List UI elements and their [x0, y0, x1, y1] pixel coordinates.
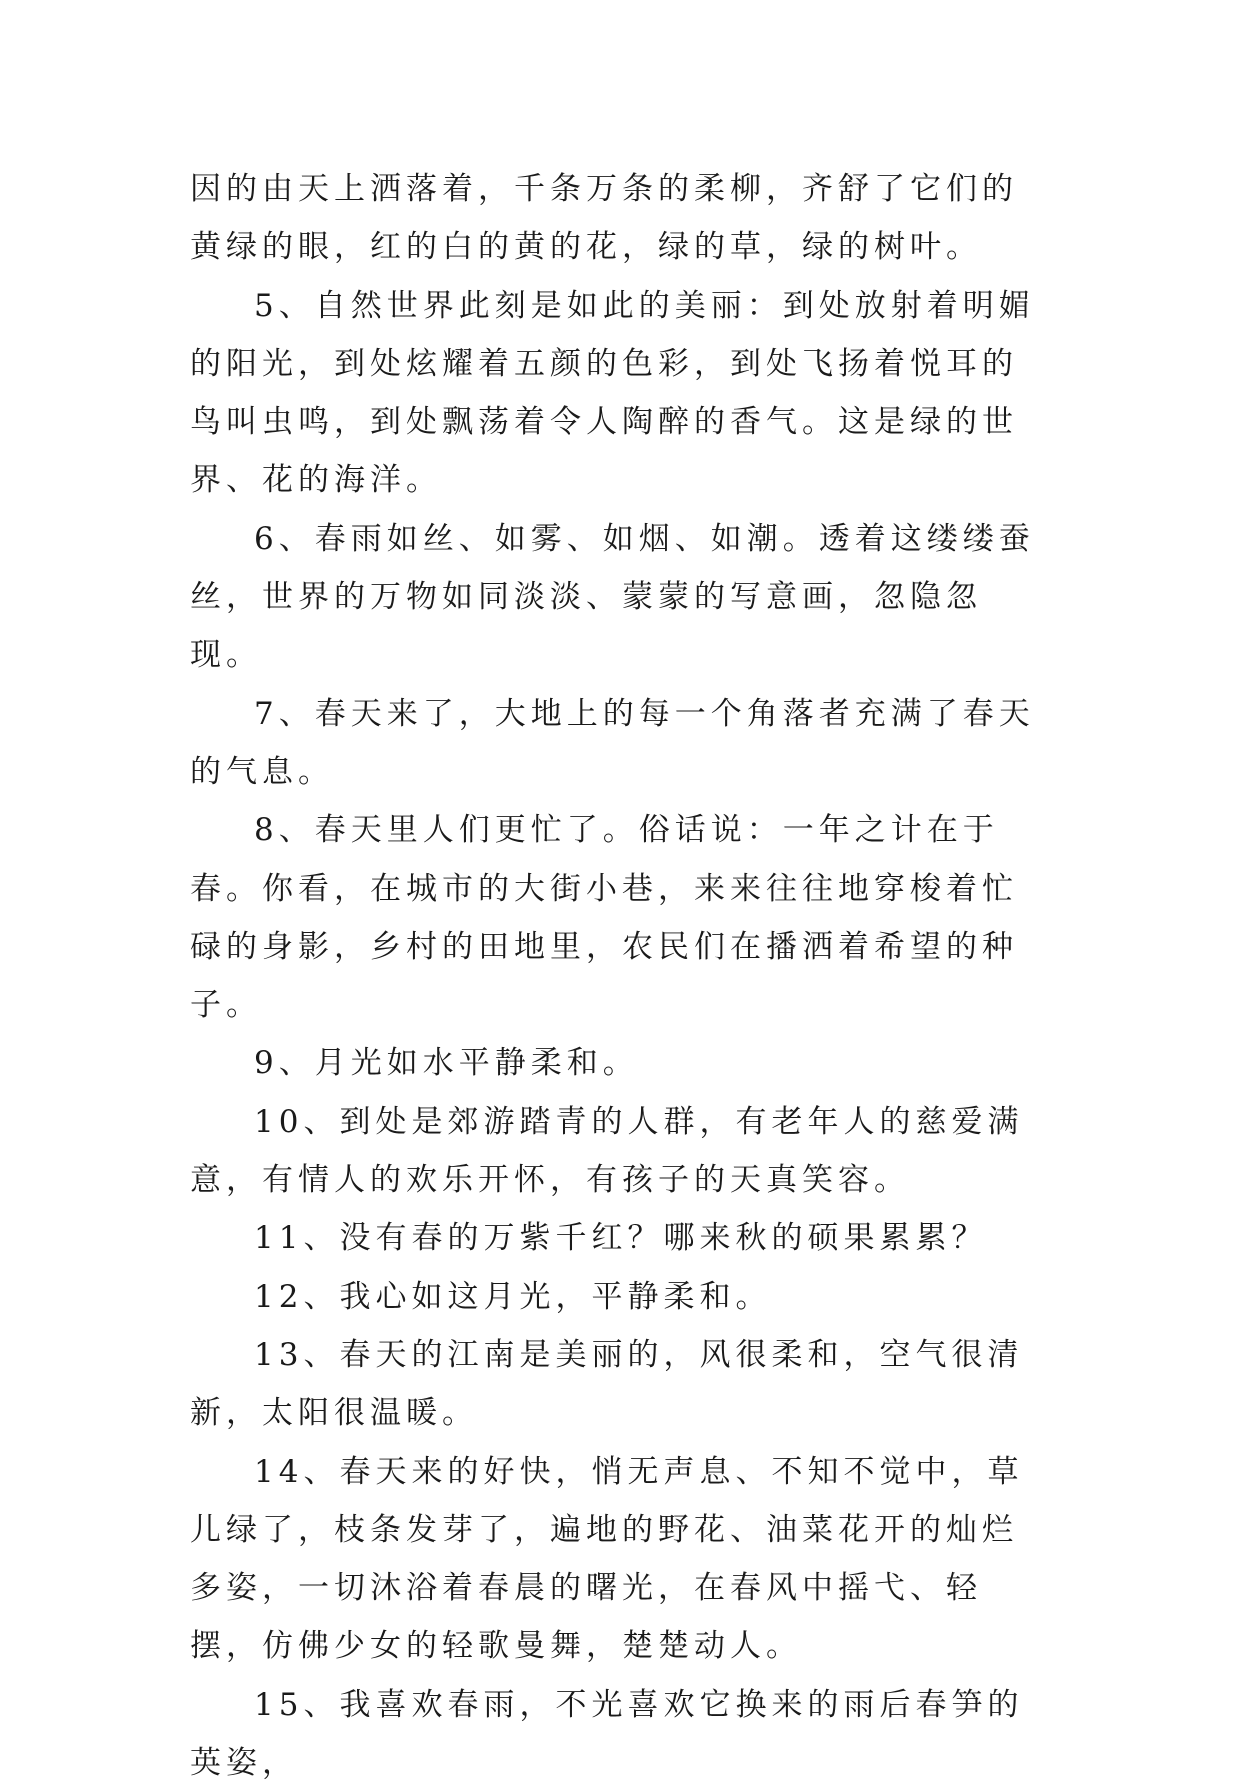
paragraph-10: 10、到处是郊游踏青的人群，有老年人的慈爱满意，有情人的欢乐开怀，有孩子的天真笑容。: [190, 1103, 1024, 1199]
paragraph-8: 8、春天里人们更忙了。俗话说：一年之计在于春。你看，在城市的大街小巷，来来往往地穿梭着忙碌的身影，乡村的田地里，农民们在播洒着希望的种子。: [190, 812, 1018, 1024]
paragraph-15: 15、我喜欢春雨，不光喜欢它换来的雨后春笋的英姿，: [190, 1686, 1024, 1782]
paragraph-11: 11、没有春的万紫千红？哪来秋的硕果累累？: [254, 1220, 988, 1257]
paragraph-7: 7、春天来了，大地上的每一个角落者充满了春天的气息。: [190, 695, 1035, 790]
paragraph-6: 6、春雨如丝、如雾、如烟、如潮。透着这缕缕蚕丝，世界的万物如同淡淡、蒙蒙的写意画，忽隐忽现。: [190, 520, 1035, 674]
paragraph-14: 14、春天来的好快，悄无声息、不知不觉中，草儿绿了，枝条发芽了，遍地的野花、油菜花开的灿烂多姿，一切沐浴着春晨的曙光，在春风中摇弋、轻摆，仿佛少女的轻歌曼舞，楚楚动人。: [190, 1453, 1024, 1665]
paragraph-13: 13、春天的江南是美丽的，风很柔和，空气很清新，太阳很温暖。: [190, 1336, 1024, 1432]
paragraph-9: 9、月光如水平静柔和。: [254, 1045, 639, 1082]
document-body: [190, 160, 1050, 1792]
paragraph-0: 因的由天上洒落着，千条万条的柔柳，齐舒了它们的黄绿的眼，红的白的黄的花，绿的草，绿的树叶。: [190, 171, 1018, 266]
paragraph-5: 5、自然世界此刻是如此的美丽：到处放射着明媚的阳光，到处炫耀着五颜的色彩，到处飞扬着悦耳的鸟叫虫鸣，到处飘荡着令人陶醉的香气。这是绿的世界、花的海洋。: [190, 287, 1035, 499]
paragraph-12: 12、我心如这月光，平静柔和。: [254, 1278, 772, 1315]
